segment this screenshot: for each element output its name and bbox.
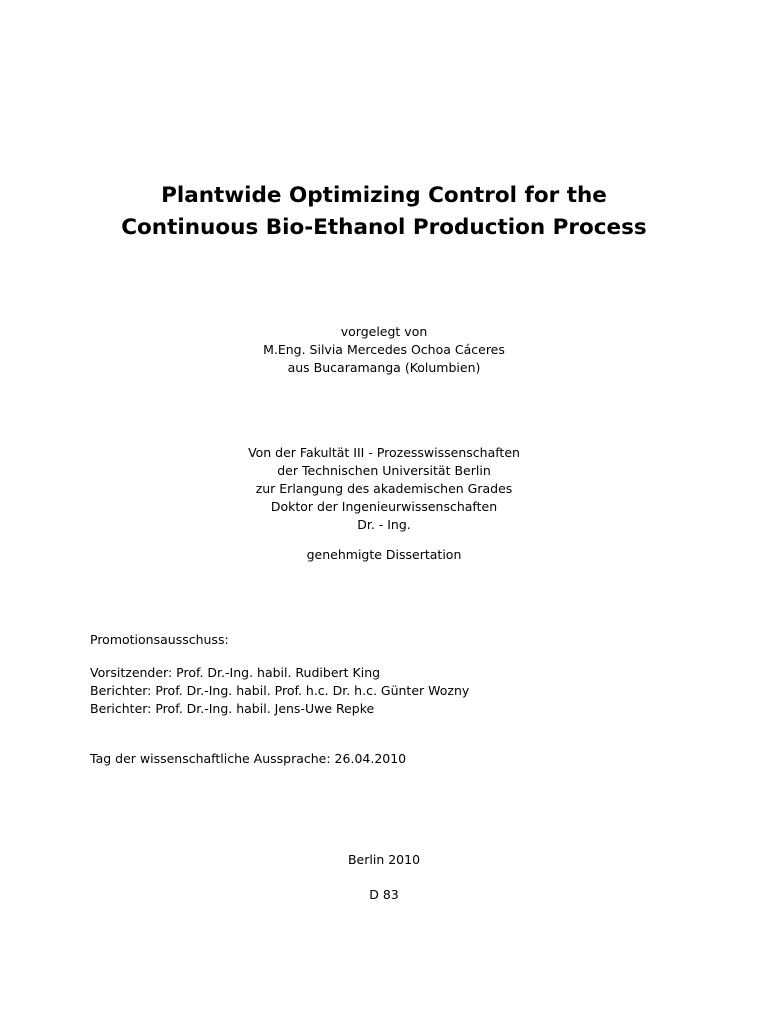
committee-list [90,664,469,718]
defense-date: Tag der wissenschaftliche Aussprache: 26.04.2010 [90,751,407,766]
faculty-block [0,444,768,534]
committee-heading-block [90,631,229,649]
title-line-2: Continuous Bio-Ethanol Production Process [121,215,647,240]
faculty-line-3: zur Erlangung des akademischen Grades [255,481,513,496]
author-block [0,323,768,377]
d-number: D 83 [369,887,399,902]
faculty-line-1: Von der Fakultät III - Prozesswissenschaften [248,445,520,460]
committee-reviewer-1: Berichter: Prof. Dr.-Ing. habil. Prof. h.c. Dr. h.c. Günter Wozny [90,683,470,698]
defense-date-block [90,750,406,768]
committee-chair: Vorsitzender: Prof. Dr.-Ing. habil. Rudibert King [90,665,381,680]
d-number-block [0,886,768,904]
faculty-line-2: der Technischen Universität Berlin [277,463,491,478]
faculty-line-4: Doktor der Ingenieurwissenschaften [270,499,498,514]
presented-by-label: vorgelegt von [340,324,428,339]
approval-text: genehmigte Dissertation [306,547,462,562]
approval-note [0,546,768,564]
author-name: M.Eng. Silvia Mercedes Ochoa Cáceres [263,342,505,357]
dissertation-title [0,180,768,244]
title-line-1: Plantwide Optimizing Control for the [161,183,607,208]
author-origin: aus Bucaramanga (Kolumbien) [287,360,481,375]
place-year-block [0,851,768,869]
place-year: Berlin 2010 [347,852,421,867]
committee-heading: Promotionsausschuss: [90,632,229,647]
committee-reviewer-2: Berichter: Prof. Dr.-Ing. habil. Jens-Uwe Repke [90,701,375,716]
degree-line: Dr. - Ing. [357,517,411,532]
